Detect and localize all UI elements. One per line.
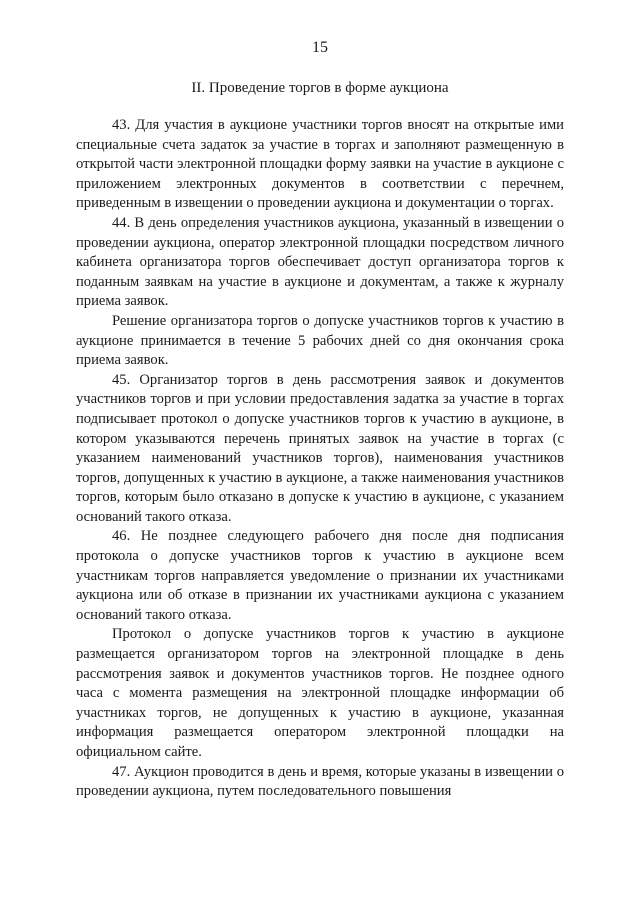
document-body bbox=[76, 116, 564, 802]
paragraph-45: 45. Организатор торгов в день рассмотрения заявок и документов участников торгов и при условии предоставления задатка за участие в торгах подписывает протокол о допуске участников торгов к участию в аукционе, в котором указываются перечень принятых заявок на участие в торгах (с указанием наименований участников торгов), наименования участников торгов, допущенных к участию в аукционе, а также наименования участников торгов, которым было отказано в допуске к участию в аукционе, с указанием оснований такого отказа. bbox=[76, 371, 564, 525]
paragraph-44: 44. В день определения участников аукциона, указанный в извещении о проведении аукциона, оператор электронной площадки посредством личного кабинета организатора торгов обеспечивает доступ организатора торгов к поданным заявкам на участие в аукционе и документам, а также к журналу приема заявок. bbox=[76, 214, 564, 310]
paragraph-43: 43. Для участия в аукционе участники торгов вносят на открытые ими специальные счета задаток за участие в торгах и заполняют размещенную в открытой части электронной площадки форму заявки на участие в аукционе с приложением электронных документов в соответствии с перечнем, приведенным в извещении о проведении аукциона и документации о торгах. bbox=[76, 117, 564, 212]
paragraph-46-protocol: Протокол о допуске участников торгов к участию в аукционе размещается организатором торгов на электронной площадке в день рассмотрения заявок и документов участников торгов. Не позднее одного часа с момента размещения на электронной площадке информации об участниках торгов, не допущенных к участию в аукционе, указанная информация размещается оператором электронной площадки на официальном сайте. bbox=[76, 626, 564, 760]
paragraph-46: 46. Не позднее следующего рабочего дня после дня подписания протокола о допуске участников торгов к участию в аукционе всем участникам торгов направляется уведомление о признании их участниками аукциона или об отказе в признании их участниками аукциона с указанием оснований такого отказа. bbox=[76, 528, 564, 623]
page-number: 15 bbox=[312, 39, 328, 56]
section-title: II. Проведение торгов в форме аукциона bbox=[191, 80, 449, 96]
paragraph-44-decision: Решение организатора торгов о допуске участников торгов к участию в аукционе принимается в течение 5 рабочих дней со дня окончания срока приема заявок. bbox=[76, 312, 564, 369]
paragraph-47: 47. Аукцион проводится в день и время, которые указаны в извещении о проведении аукциона, путем последовательного повышения bbox=[76, 763, 564, 800]
